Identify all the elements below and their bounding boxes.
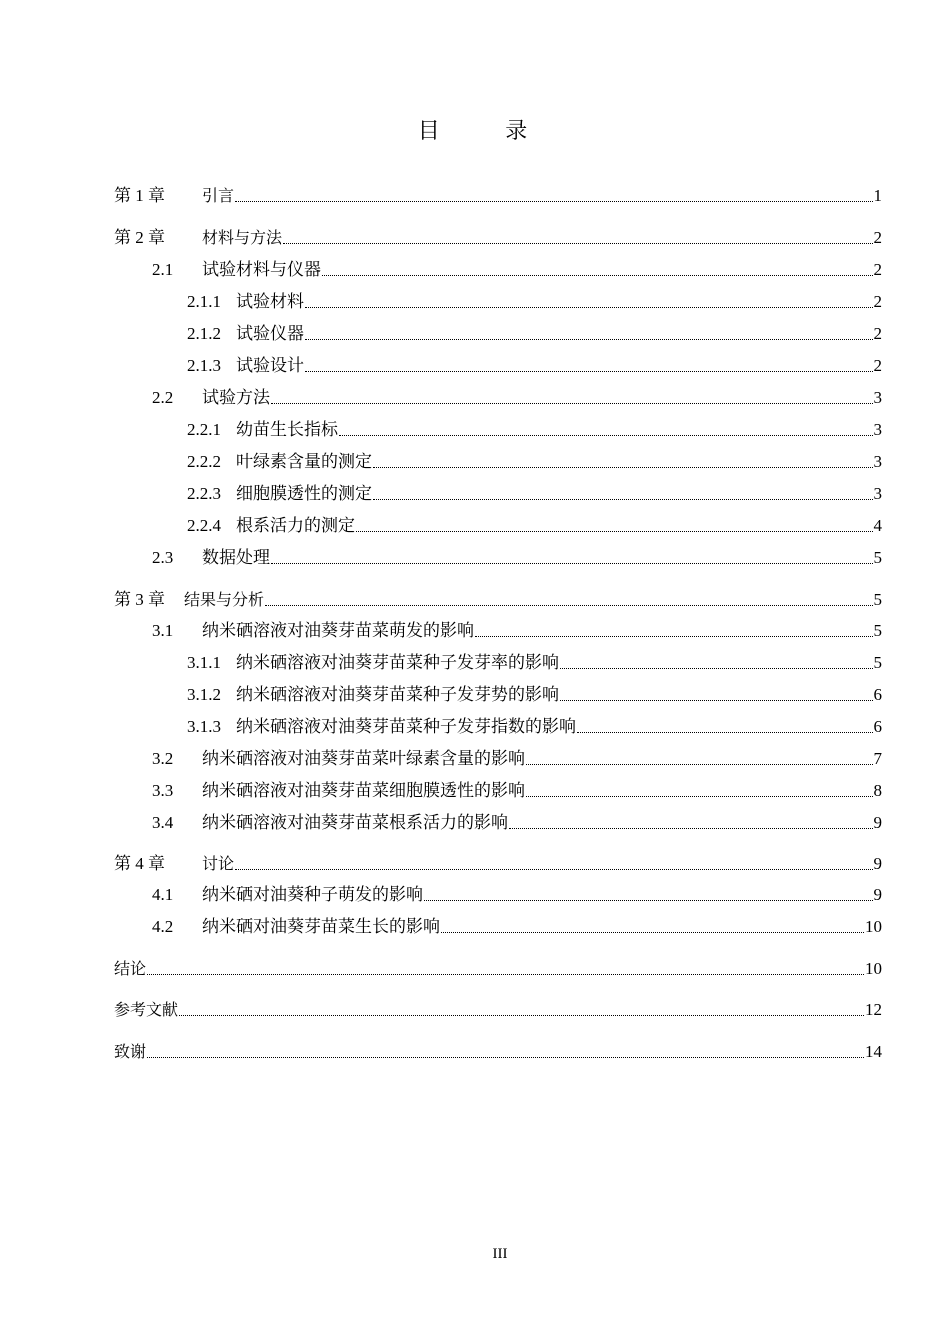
- toc-entry-references[interactable]: [114, 999, 882, 1021]
- toc-entry-label: 试验设计: [236, 356, 304, 375]
- toc-entry-2-1-3[interactable]: [187, 355, 882, 377]
- toc-leader-dots: [179, 1015, 864, 1016]
- toc-entry-label: 结论: [114, 959, 147, 978]
- toc-entry-page: 3: [873, 484, 882, 503]
- toc-leader-dots: [560, 668, 873, 669]
- toc-entry-number: 第 1 章: [114, 186, 165, 205]
- toc-entry-2-2-1[interactable]: [187, 419, 882, 441]
- toc-entry-page: 6: [873, 717, 882, 736]
- toc-entry-label: 致谢: [114, 1042, 147, 1061]
- toc-entry-number: 2.2.2: [187, 452, 221, 471]
- toc-entry-number: 4.2: [152, 917, 174, 936]
- toc-entry-3-3[interactable]: [152, 780, 882, 802]
- toc-leader-dots: [235, 869, 872, 870]
- toc-entry-label: 叶绿素含量的测定: [236, 452, 372, 471]
- toc-entry-number: 3.3: [152, 781, 174, 800]
- toc-leader-dots: [305, 339, 873, 340]
- toc-entry-page: 3: [873, 420, 882, 439]
- toc-entry-label: 细胞膜透性的测定: [236, 484, 372, 503]
- toc-entry-label: 纳米硒溶液对油葵芽苗菜细胞膜透性的影响: [202, 781, 525, 800]
- toc-entry-2-2[interactable]: [152, 387, 882, 409]
- toc-entry-number: 2.2.4: [187, 516, 221, 535]
- toc-entry-ch2[interactable]: [114, 227, 882, 249]
- toc-entry-3-4[interactable]: [152, 812, 882, 834]
- toc-entry-number: 2.1.2: [187, 324, 221, 343]
- toc-entry-ch3[interactable]: [114, 589, 882, 611]
- toc-entry-label: 试验材料: [236, 292, 304, 311]
- toc-leader-dots: [265, 605, 872, 606]
- toc-entry-page: 14: [865, 1042, 882, 1061]
- toc-entry-page: 2: [873, 228, 882, 247]
- toc-entry-page: 1: [873, 186, 882, 205]
- toc-entry-page: 6: [873, 685, 882, 704]
- toc-entry-acknowledgements[interactable]: [114, 1041, 882, 1063]
- toc-entry-label: 材料与方法: [202, 228, 283, 247]
- toc-entry-label: 试验材料与仪器: [202, 260, 321, 279]
- toc-leader-dots: [147, 974, 864, 975]
- toc-entry-label: 引言: [202, 186, 235, 205]
- toc-entry-page: 5: [873, 621, 882, 640]
- toc-entry-page: 9: [873, 813, 882, 832]
- toc-entry-page: 3: [873, 452, 882, 471]
- toc-entry-label: 纳米硒溶液对油葵芽苗菜根系活力的影响: [202, 813, 508, 832]
- toc-entry-label: 纳米硒溶液对油葵芽苗菜种子发芽率的影响: [236, 653, 559, 672]
- toc-entry-number: 3.1: [152, 621, 174, 640]
- toc-entry-number: 3.1.3: [187, 717, 221, 736]
- toc-entry-number: 3.2: [152, 749, 174, 768]
- toc-leader-dots: [560, 700, 873, 701]
- toc-entry-page: 2: [873, 356, 882, 375]
- toc-leader-dots: [526, 764, 873, 765]
- toc-entry-number: 2.2: [152, 388, 174, 407]
- toc-entry-label: 纳米硒对油葵芽苗菜生长的影响: [202, 917, 440, 936]
- toc-entry-conclusion[interactable]: [114, 958, 882, 980]
- toc-entry-ch1[interactable]: [114, 185, 882, 207]
- toc-entry-page: 5: [873, 548, 882, 567]
- toc-entry-number: 4.1: [152, 885, 174, 904]
- toc-entry-number: 2.1.3: [187, 356, 221, 375]
- toc-entry-number: 2.1: [152, 260, 174, 279]
- toc-entry-label: 幼苗生长指标: [236, 420, 338, 439]
- toc-leader-dots: [147, 1057, 864, 1058]
- toc-entry-number: 第 3 章: [114, 590, 165, 609]
- toc-leader-dots: [271, 403, 873, 404]
- toc-entry-page: 2: [873, 292, 882, 311]
- toc-entry-2-1-2[interactable]: [187, 323, 882, 345]
- toc-entry-number: 3.4: [152, 813, 174, 832]
- toc-entry-page: 12: [865, 1000, 882, 1019]
- toc-leader-dots: [322, 275, 873, 276]
- toc-entry-page: 3: [873, 388, 882, 407]
- toc-entry-page: 10: [865, 917, 882, 936]
- toc-entry-2-2-4[interactable]: [187, 515, 882, 537]
- toc-entry-number: 2.2.1: [187, 420, 221, 439]
- page-title: 目 录: [417, 118, 558, 143]
- toc-leader-dots: [424, 900, 873, 901]
- toc-entry-label: 根系活力的测定: [236, 516, 355, 535]
- toc-entry-page: 9: [873, 854, 882, 873]
- toc-entry-4-2[interactable]: [152, 916, 882, 938]
- toc-entry-number: 3.1.2: [187, 685, 221, 704]
- toc-entry-number: 3.1.1: [187, 653, 221, 672]
- toc-entry-number: 2.3: [152, 548, 174, 567]
- toc-entry-2-3[interactable]: [152, 547, 882, 569]
- toc-entry-ch4[interactable]: [114, 853, 882, 875]
- toc-entry-label: 纳米硒溶液对油葵芽苗菜种子发芽势的影响: [236, 685, 559, 704]
- page-number: III: [492, 1246, 508, 1262]
- toc-entry-page: 5: [873, 653, 882, 672]
- toc-entry-3-2[interactable]: [152, 748, 882, 770]
- toc-entry-page: 2: [873, 324, 882, 343]
- toc-entry-label: 结果与分析: [184, 590, 265, 609]
- toc-entry-label: 讨论: [202, 854, 235, 873]
- toc-entry-label: 纳米硒溶液对油葵芽苗菜种子发芽指数的影响: [236, 717, 576, 736]
- toc-entry-label: 试验仪器: [236, 324, 304, 343]
- toc-entry-page: 7: [873, 749, 882, 768]
- toc-leader-dots: [305, 307, 873, 308]
- toc-entry-3-1[interactable]: [152, 620, 882, 642]
- toc-leader-dots: [356, 531, 873, 532]
- toc-entry-page: 10: [865, 959, 882, 978]
- toc-entry-2-2-3[interactable]: [187, 483, 882, 505]
- toc-leader-dots: [305, 371, 873, 372]
- toc-entry-4-1[interactable]: [152, 884, 882, 906]
- toc-entry-label: 纳米硒溶液对油葵芽苗菜叶绿素含量的影响: [202, 749, 525, 768]
- toc-entry-page: 9: [873, 885, 882, 904]
- toc-entry-2-2-2[interactable]: [187, 451, 882, 473]
- toc-entry-page: 5: [873, 590, 882, 609]
- toc-entry-number: 第 2 章: [114, 228, 165, 247]
- toc-entry-number: 2.2.3: [187, 484, 221, 503]
- toc-leader-dots: [373, 467, 873, 468]
- toc-entry-2-1-1[interactable]: [187, 291, 882, 313]
- toc-entry-2-1[interactable]: [152, 259, 882, 281]
- toc-entry-3-1-2[interactable]: [187, 684, 882, 706]
- toc-leader-dots: [441, 932, 864, 933]
- toc-leader-dots: [577, 732, 873, 733]
- toc-leader-dots: [235, 201, 872, 202]
- toc-leader-dots: [373, 499, 873, 500]
- toc-entry-label: 数据处理: [202, 548, 270, 567]
- toc-entry-3-1-3[interactable]: [187, 716, 882, 738]
- toc-entry-label: 参考文献: [114, 1000, 179, 1019]
- toc-leader-dots: [509, 828, 873, 829]
- toc-leader-dots: [526, 796, 873, 797]
- toc-entry-number: 第 4 章: [114, 854, 165, 873]
- toc-entry-3-1-1[interactable]: [187, 652, 882, 674]
- toc-leader-dots: [283, 243, 872, 244]
- toc-entry-page: 8: [873, 781, 882, 800]
- toc-entry-page: 2: [873, 260, 882, 279]
- toc-entry-page: 4: [873, 516, 882, 535]
- toc-leader-dots: [475, 636, 873, 637]
- toc-entry-number: 2.1.1: [187, 292, 221, 311]
- toc-entry-label: 纳米硒对油葵种子萌发的影响: [202, 885, 423, 904]
- toc-leader-dots: [271, 563, 873, 564]
- toc-entry-label: 纳米硒溶液对油葵芽苗菜萌发的影响: [202, 621, 474, 640]
- toc-entry-label: 试验方法: [202, 388, 270, 407]
- toc-leader-dots: [339, 435, 873, 436]
